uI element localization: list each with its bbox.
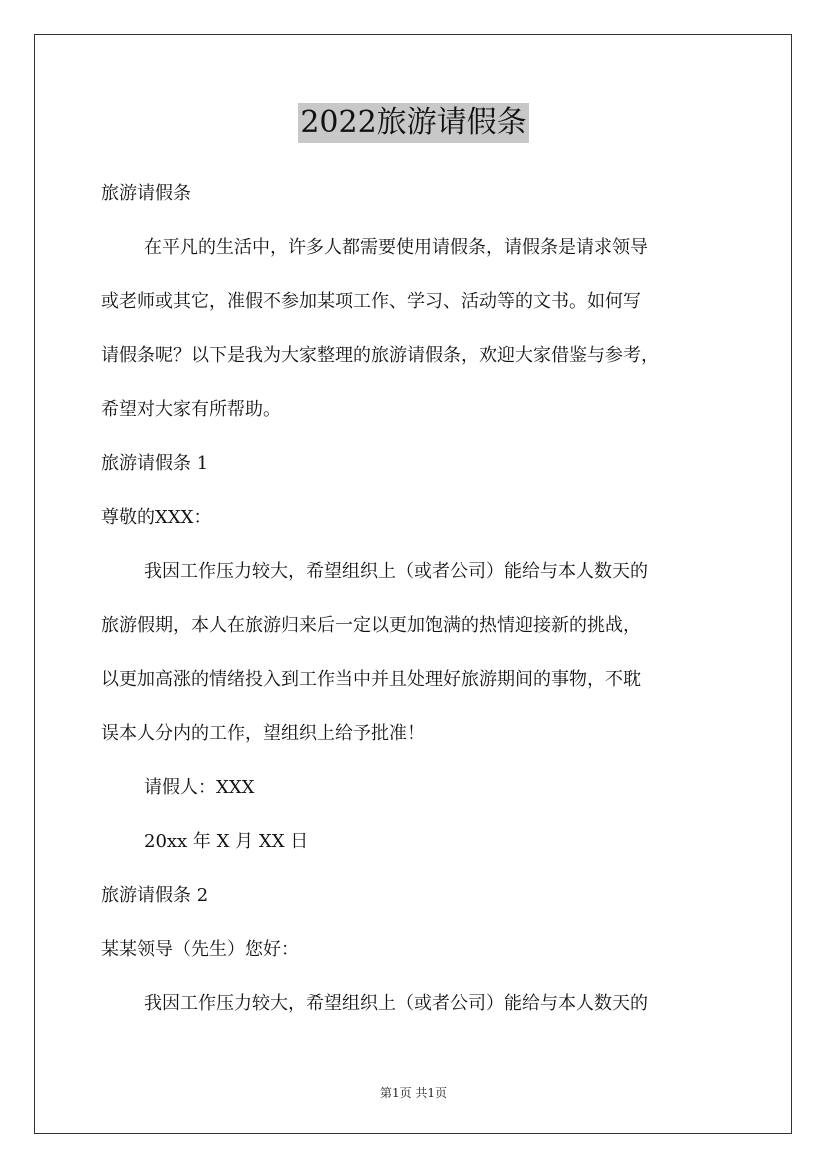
salutation: 某某领导（先生）您好： <box>101 939 299 960</box>
signature-date: 20xx 年 X 月 XX 日 <box>144 831 309 852</box>
title-container <box>0 103 827 143</box>
paragraph-line: 或老师或其它，准假不参加某项工作、学习、活动等的文书。如何写 <box>101 291 641 312</box>
paragraph-line: 以更加高涨的情绪投入到工作当中并且处理好旅游期间的事物，不耽 <box>101 669 641 690</box>
paragraph-line: 我因工作压力较大，希望组织上（或者公司）能给与本人数天的 <box>144 561 648 582</box>
section-heading: 旅游请假条 2 <box>101 885 209 906</box>
section-heading: 旅游请假条 <box>101 183 191 204</box>
section-heading: 旅游请假条 1 <box>101 453 209 474</box>
signature-name: 请假人：XXX <box>144 777 255 798</box>
paragraph-line: 旅游假期，本人在旅游归来后一定以更加饱满的热情迎接新的挑战， <box>101 615 641 636</box>
salutation: 尊敬的XXX： <box>101 507 212 528</box>
paragraph-line: 我因工作压力较大，希望组织上（或者公司）能给与本人数天的 <box>144 993 648 1014</box>
paragraph-line: 请假条呢？以下是我为大家整理的旅游请假条，欢迎大家借鉴与参考， <box>101 345 659 366</box>
document-title: 2022旅游请假条 <box>298 103 528 143</box>
paragraph-line: 在平凡的生活中，许多人都需要使用请假条，请假条是请求领导 <box>144 237 648 258</box>
paragraph-line: 误本人分内的工作，望组织上给予批准！ <box>101 723 425 744</box>
paragraph-line: 希望对大家有所帮助。 <box>101 399 281 420</box>
page-footer: 第1页 共1页 <box>379 1086 448 1100</box>
